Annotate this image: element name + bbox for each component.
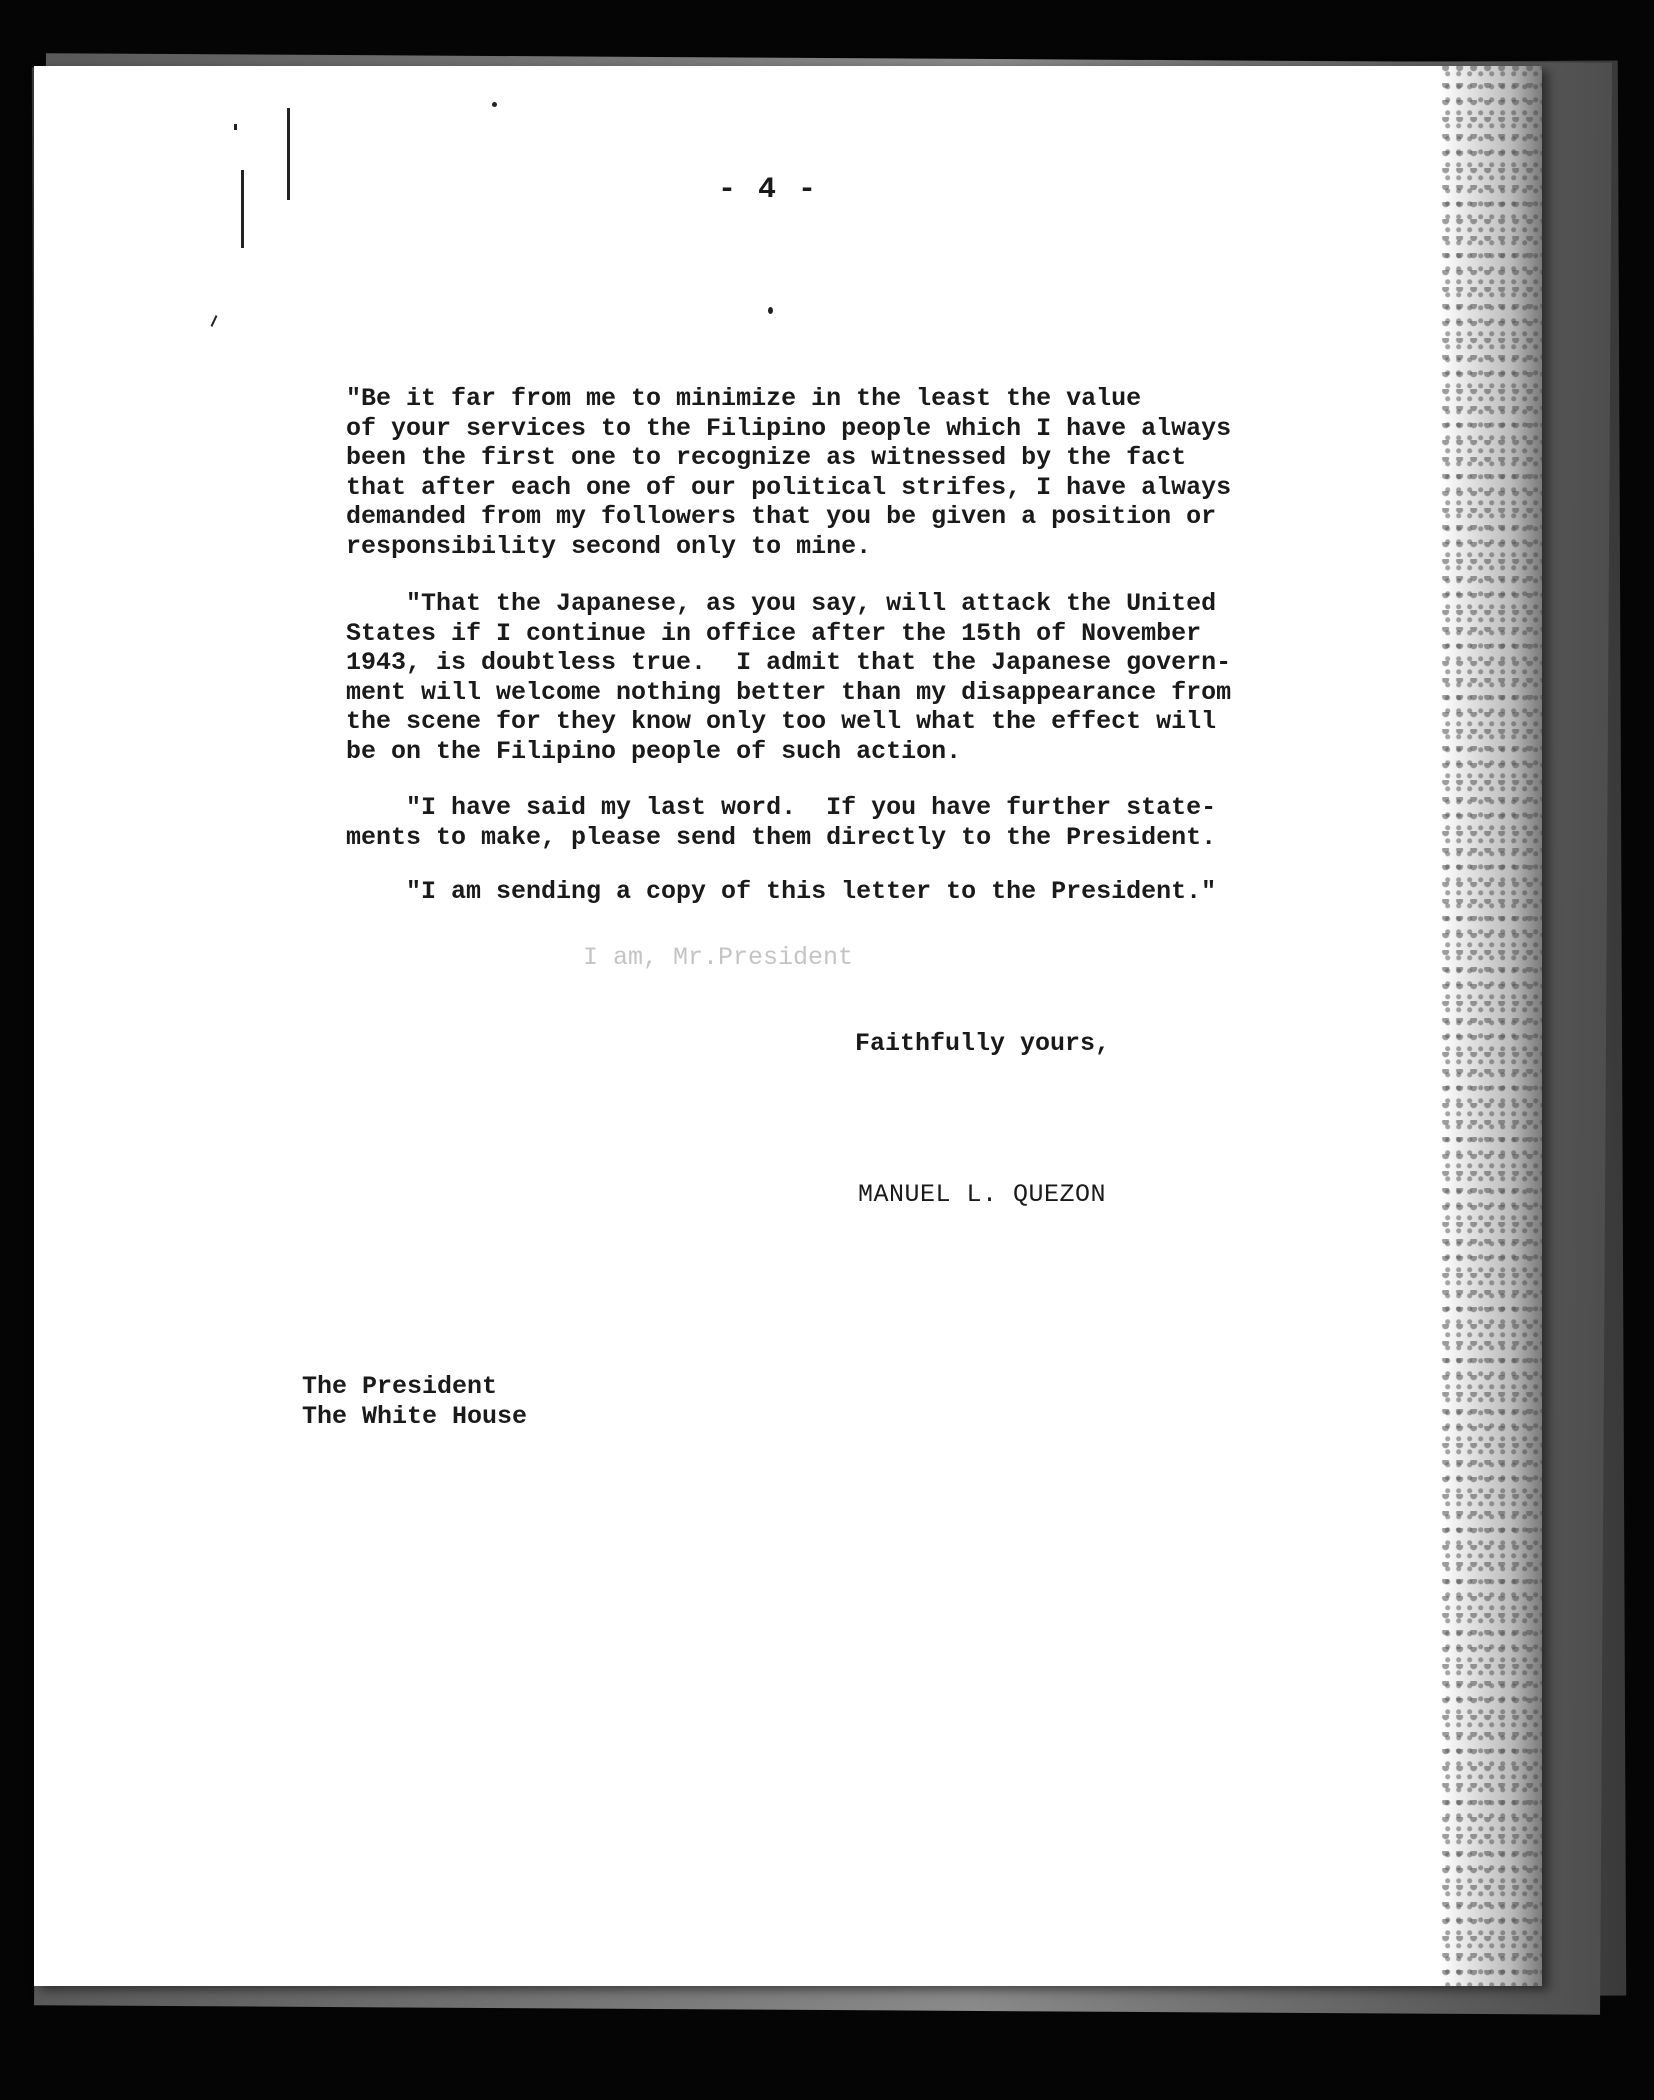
signature-name: MANUEL L. QUEZON [858,1180,1107,1209]
margin-mark [492,102,497,107]
page-number: - 4 - [718,173,819,207]
letter-paragraph: "I am sending a copy of this letter to the President." [346,877,1217,906]
margin-mark [287,108,290,200]
letter-paragraph: "Be it far from me to minimize in the least the value of your services to the Filipino people which I have always been the first one to recognize as witnessed by the fact that after each one of our political strifes, I have always demanded from my followers that you be given a position or responsibility second only to mine. [346,384,1232,561]
valediction: Faithfully yours, [855,1029,1111,1058]
paper-stain [1440,66,1542,1986]
addressee-block: The President The White House [302,1372,528,1431]
document-sheet [34,66,1542,1986]
margin-mark [234,124,237,130]
letter-paragraph: "I have said my last word. If you have further state- ments to make, please send them directly to the President. [346,793,1217,852]
margin-mark [241,170,244,248]
letter-paragraph: "That the Japanese, as you say, will attack the United States if I continue in office after the 15th of November 1943, is doubtless true. I admit that the Japanese govern- ment will welcome nothing better than my disappearance from the scene for they know only too well what the effect will be on the Filipino people of such action. [346,589,1232,766]
margin-mark [768,307,773,314]
faint-closing-line: I am, Mr.President [583,943,854,972]
